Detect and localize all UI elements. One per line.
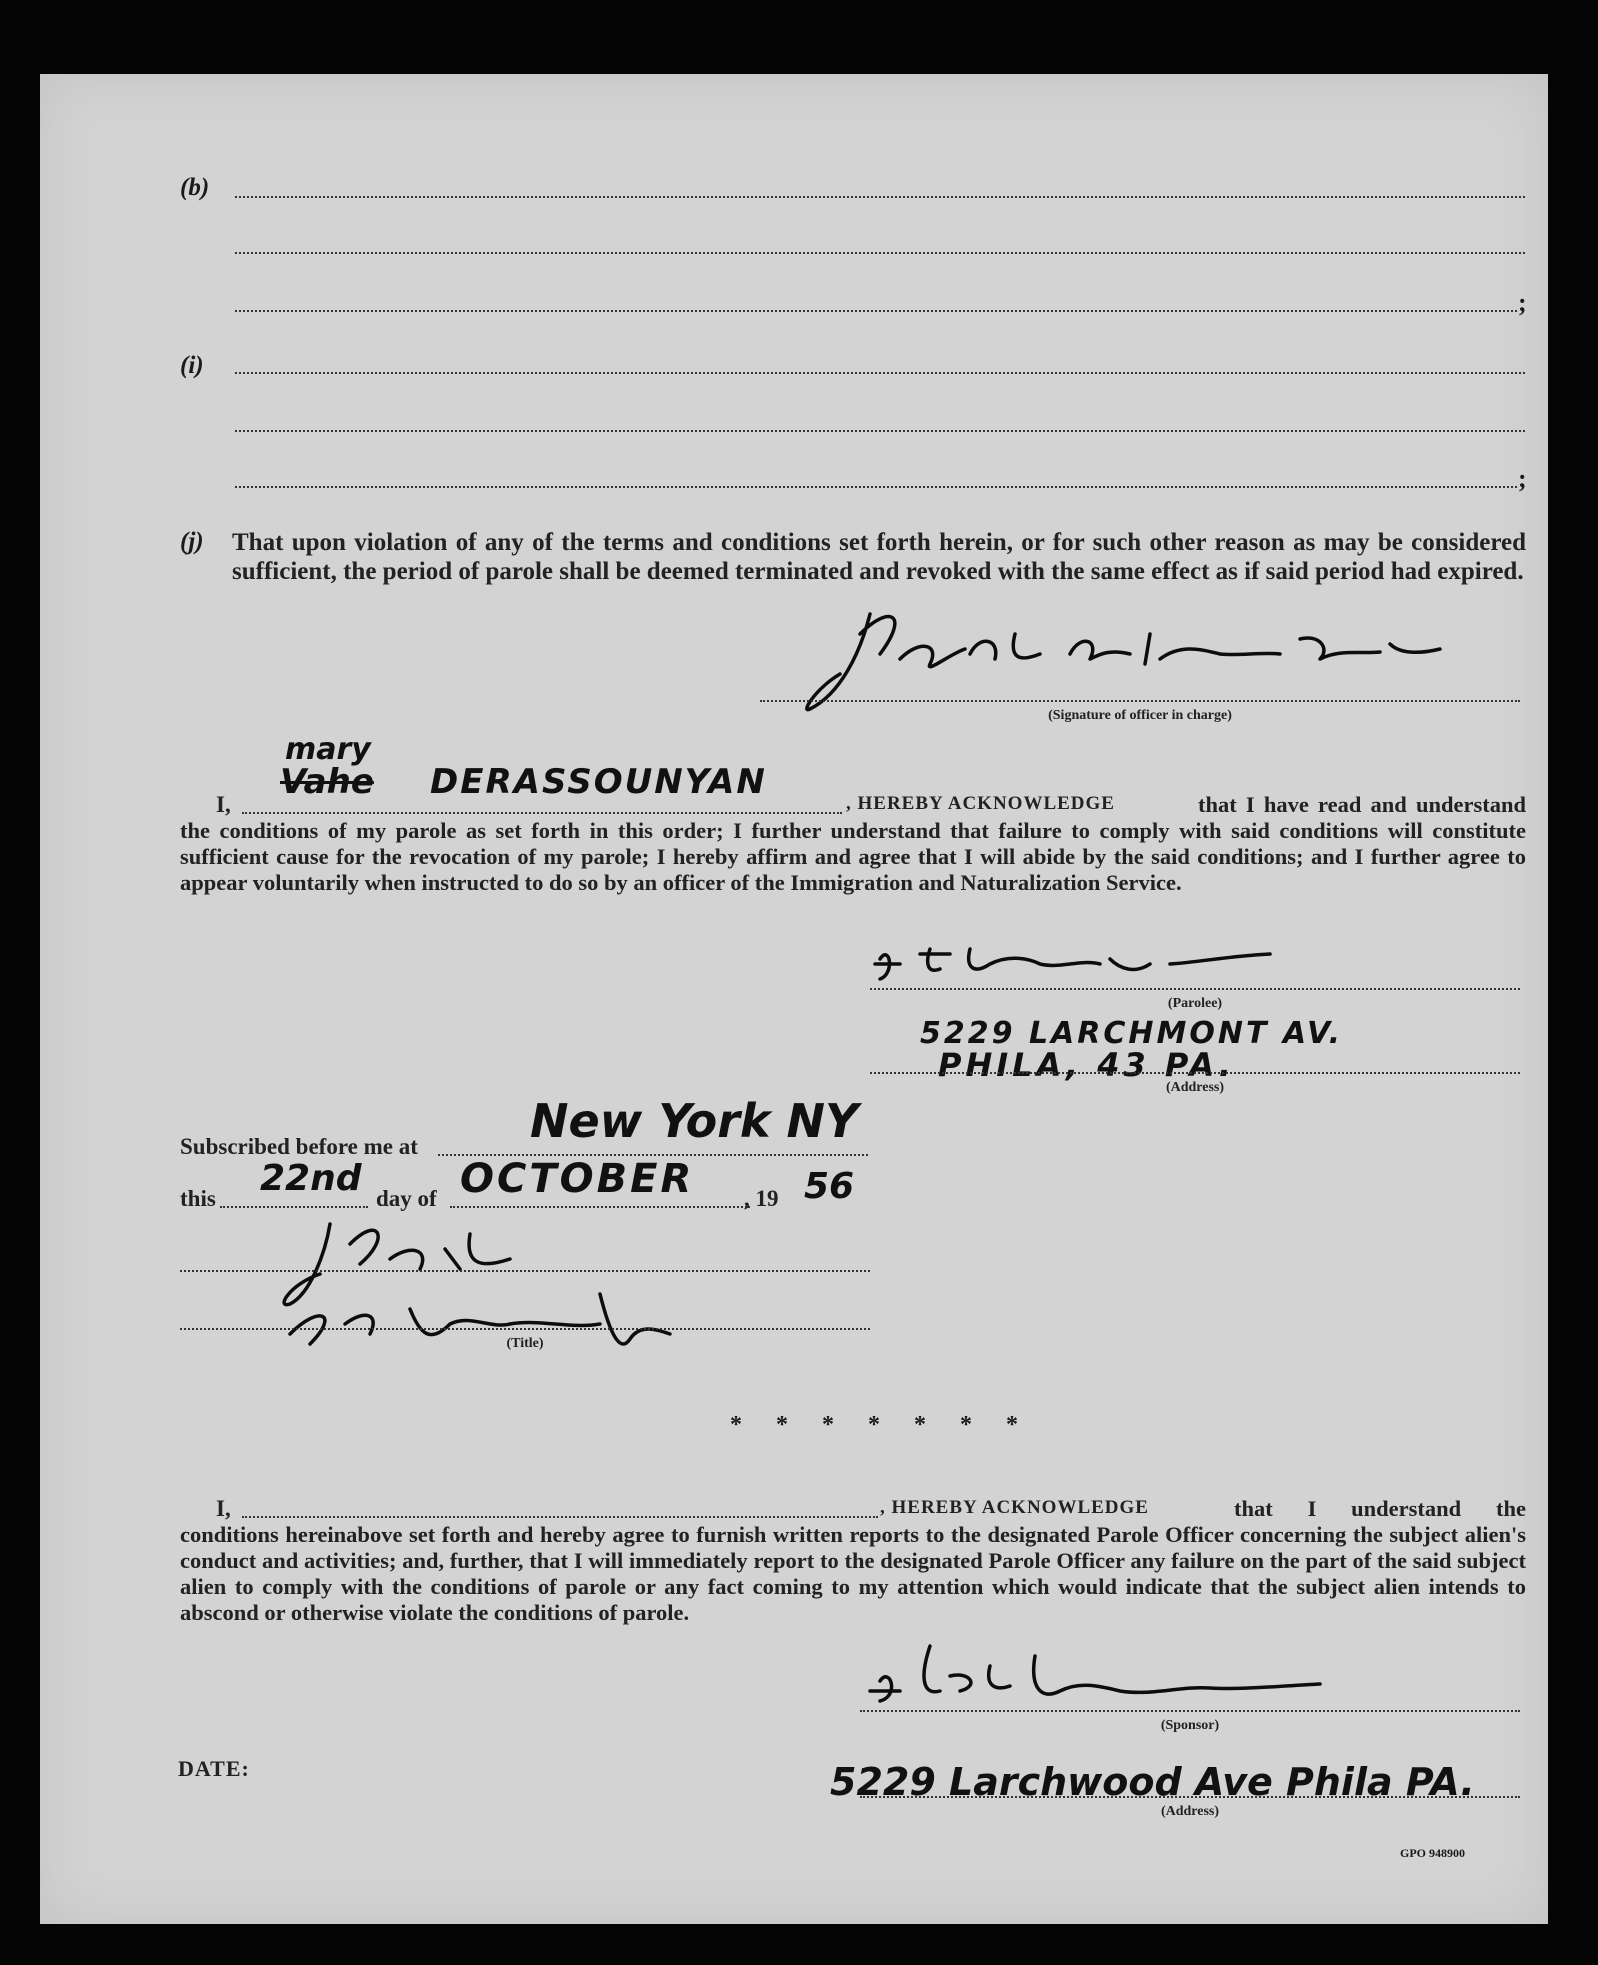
date-label: DATE: bbox=[178, 1756, 250, 1781]
parolee-ack-prefix: I, bbox=[216, 792, 231, 817]
parolee-address-line bbox=[870, 1072, 1520, 1074]
item-j-text: That upon violation of any of the terms and conditions set forth herein, or for such other reason as may be considered sufficient, the period of parole shall be deemed terminated and revoked with the same effect as if said period had expired. bbox=[232, 529, 1526, 585]
parolee-first-name-inserted: mary bbox=[285, 732, 371, 767]
item-b-label: (b) bbox=[180, 174, 210, 201]
item-i-line-2[interactable] bbox=[235, 430, 1525, 432]
item-b-line-1[interactable] bbox=[235, 196, 1525, 198]
sponsor-signature bbox=[860, 1636, 1380, 1726]
notary-signature-line bbox=[180, 1270, 870, 1272]
year-suffix: 56 bbox=[804, 1166, 855, 1207]
year-prefix: , 19 bbox=[744, 1186, 779, 1211]
officer-signature-caption: (Signature of officer in charge) bbox=[1048, 708, 1232, 723]
parolee-address-caption: (Address) bbox=[1165, 1080, 1225, 1095]
parolee-first-name-struck: Vahe bbox=[280, 762, 374, 802]
form-page bbox=[40, 74, 1548, 1924]
day-line[interactable] bbox=[220, 1206, 368, 1208]
section-separator: * * * * * * * bbox=[730, 1412, 1032, 1438]
subscribed-label: Subscribed before me at bbox=[180, 1134, 418, 1159]
parolee-surname: DERASSOUNYAN bbox=[430, 762, 767, 802]
item-b-line-2[interactable] bbox=[235, 252, 1525, 254]
sponsor-ack-prefix: I, bbox=[216, 1496, 231, 1521]
this-label: this bbox=[180, 1186, 216, 1211]
parolee-caption: (Parolee) bbox=[1167, 996, 1223, 1011]
item-i-label: (i) bbox=[180, 352, 204, 379]
subscribed-place: New York NY bbox=[530, 1094, 859, 1148]
item-i-line-3[interactable] bbox=[235, 486, 1517, 488]
sponsor-address: 5229 Larchwood Ave Phila PA. bbox=[830, 1760, 1475, 1804]
parolee-address-line-2: PHILA, 43 PA. bbox=[938, 1046, 1235, 1084]
item-i-line-1[interactable] bbox=[235, 372, 1525, 374]
item-b-semicolon: ; bbox=[1518, 288, 1527, 317]
parolee-signature bbox=[870, 934, 1290, 1004]
title-caption: (Title) bbox=[506, 1336, 544, 1351]
sponsor-signature-line bbox=[860, 1710, 1520, 1712]
month-value: OCTOBER bbox=[460, 1156, 695, 1202]
sponsor-ack-text: that I understand the conditions hereinabove set forth and hereby agree to furnish written reports to the designated Parole Officer concerning the subject alien's conduct and activities; and, further, that I will immediately report to the designated Parole Officer any failure on the part of the said subject alien to comply with the conditions of parole or any fact coming to my attention which would indicate that the subject alien intends to abscond or otherwise violate the conditions of parole. bbox=[180, 1496, 1526, 1625]
day-of-label: day of bbox=[376, 1186, 437, 1211]
sponsor-ack-keyword: , HEREBY ACKNOWLEDGE bbox=[880, 1497, 1149, 1518]
parolee-ack-keyword: , HEREBY ACKNOWLEDGE bbox=[846, 793, 1115, 814]
officer-signature-line bbox=[760, 700, 1520, 702]
month-line[interactable] bbox=[450, 1206, 750, 1208]
parolee-ack-text: that I have read and understand the conditions of my parole as set forth in this order; I further understand that failure to comply with said conditions will constitute sufficient cause for the revocation of my parole; I hereby affirm and agree that I will abide by the said conditions; and I further agree to appear voluntarily when instructed to do so by an officer of the Immigration and Naturalization Service. bbox=[180, 792, 1526, 895]
parolee-address-line-1: 5229 LARCHMONT AV. bbox=[920, 1016, 1343, 1051]
print-code: GPO 948900 bbox=[1400, 1846, 1465, 1860]
parolee-signature-line bbox=[870, 988, 1520, 990]
item-b-line-3[interactable] bbox=[235, 310, 1517, 312]
day-value: 22nd bbox=[260, 1158, 362, 1199]
sponsor-caption: (Sponsor) bbox=[1160, 1718, 1220, 1733]
notary-title-line bbox=[180, 1328, 870, 1330]
sponsor-address-line bbox=[860, 1796, 1520, 1798]
item-i-semicolon: ; bbox=[1518, 464, 1527, 493]
sponsor-address-caption: (Address) bbox=[1160, 1804, 1220, 1819]
item-j-label: (j) bbox=[180, 528, 204, 555]
